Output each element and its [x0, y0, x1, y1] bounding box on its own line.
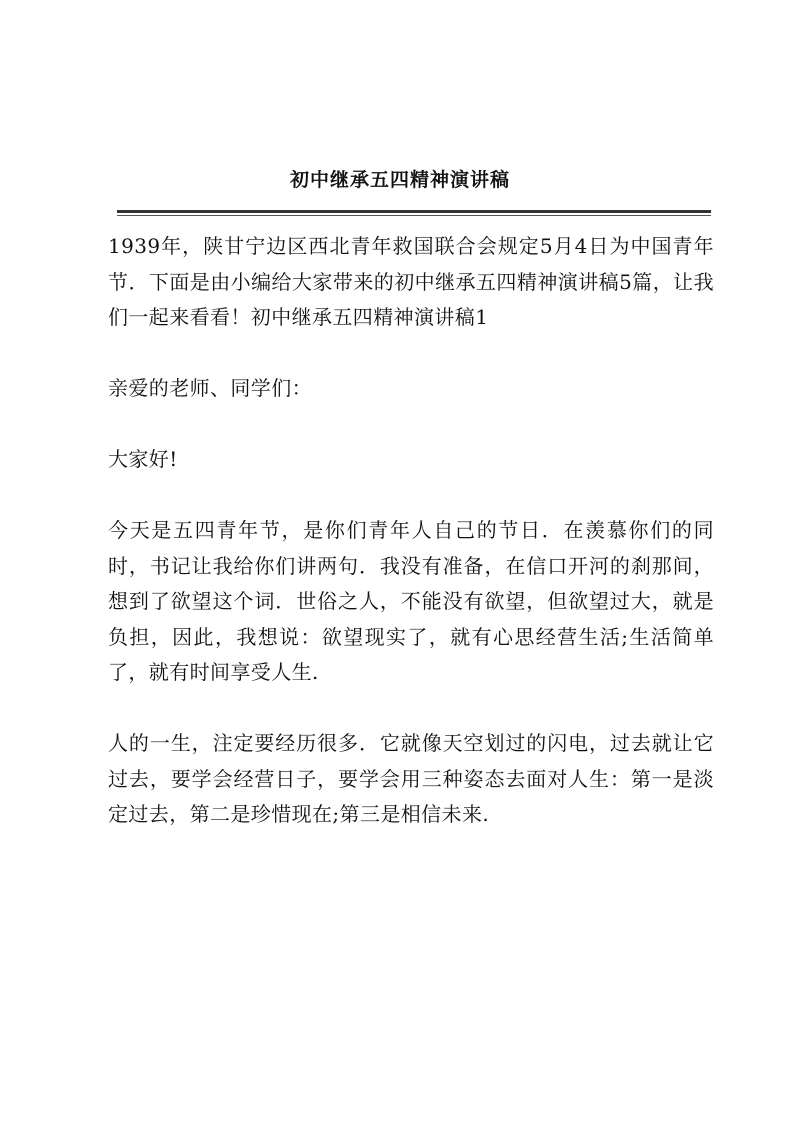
body-paragraph-desire: 今天是五四青年节，是你们青年人自己的节日．在羡慕你们的同时，书记让我给你们讲两句．我没有准备，在信口开河的刹那间，想到了欲望这个词．世俗之人，不能没有欲望，但欲望过大，就是负担，因此，我想说：欲望现实了，就有心思经营生活;生活简单了，就有时间享受人生.: [108, 518, 714, 684]
intro-paragraph: 1939年，陕甘宁边区西北青年救国联合会规定5月4日为中国青年节．下面是由小编给大家带来的初中继承五四精神演讲稿5篇，让我们一起来看看！初中继承五四精神演讲稿1: [108, 234, 714, 329]
title-divider-thin: [117, 215, 711, 216]
document-title: 初中继承五四精神演讲稿: [289, 169, 510, 191]
body-paragraph-life: 人的一生，注定要经历很多．它就像天空划过的闪电，过去就让它过去，要学会经营日子，要学会用三种姿态去面对人生：第一是淡定过去，第二是珍惜现在;第三是相信未来.: [108, 731, 714, 826]
document-body: [108, 229, 714, 868]
salutation-paragraph: 亲爱的老师、同学们：: [108, 376, 312, 400]
greeting-paragraph: 大家好!: [108, 447, 178, 471]
title-divider: [117, 210, 711, 213]
